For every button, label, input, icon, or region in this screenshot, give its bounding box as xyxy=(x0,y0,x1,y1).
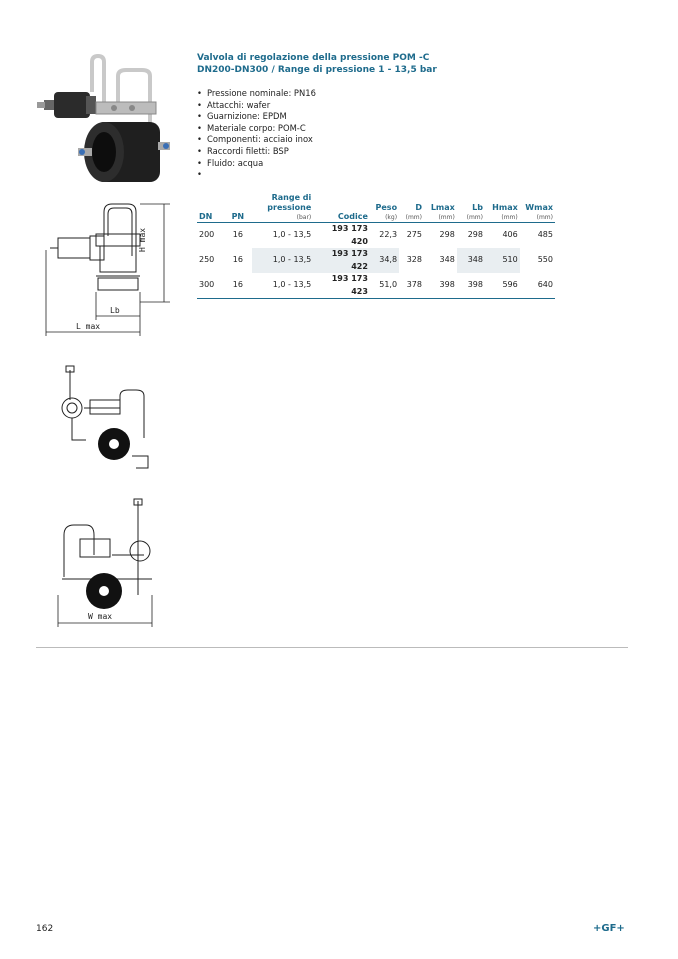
feature-item: • Raccordi filetti: BSP xyxy=(197,146,316,158)
spec-table xyxy=(197,193,555,299)
peso-header: Peso xyxy=(375,203,398,212)
cell-peso: 34,8 xyxy=(370,248,399,273)
table-row xyxy=(197,273,555,299)
cell-lmax: 348 xyxy=(439,255,455,265)
cell-codice: 193 173 420 xyxy=(331,224,368,246)
cell-d: 378 xyxy=(406,280,422,290)
product-title xyxy=(197,52,637,76)
col-hmax xyxy=(485,193,520,223)
feature-item: • Pressione nominale: PN16 xyxy=(197,88,316,100)
cell-wmax: 550 xyxy=(537,255,553,265)
col-pn: PN xyxy=(231,212,245,221)
d-unit: (mm) xyxy=(405,214,422,221)
cell-wmax: 485 xyxy=(537,230,553,240)
cell-range: 1,0 - 13,5 xyxy=(252,248,313,273)
cell-dn: 300 xyxy=(199,280,215,290)
l-max-label: L max xyxy=(76,322,101,331)
lb-header: Lb xyxy=(472,203,483,212)
cell-lmax: 398 xyxy=(439,280,455,290)
range-header-line2: pressione xyxy=(267,203,312,212)
cell-codice: 193 173 423 xyxy=(331,274,368,296)
cell-peso: 51,0 xyxy=(379,280,398,290)
cell-lmax: 298 xyxy=(439,230,455,240)
peso-unit: (kg) xyxy=(385,214,398,221)
cell-hmax: 406 xyxy=(502,230,518,240)
col-dn: DN xyxy=(199,212,213,221)
feature-item: • Attacchi: wafer xyxy=(197,100,316,112)
cell-lb: 348 xyxy=(457,248,485,273)
brand-logo: +GF+ xyxy=(593,923,625,934)
cell-range: 1,0 - 13,5 xyxy=(272,230,312,240)
col-range xyxy=(252,193,313,223)
table-row xyxy=(197,248,555,273)
h-max-label: H max xyxy=(138,227,147,252)
hmax-unit: (mm) xyxy=(501,214,518,221)
wmax-header: Wmax xyxy=(525,203,553,212)
cell-range: 1,0 - 13,5 xyxy=(272,280,312,290)
col-d xyxy=(399,193,424,223)
lmax-unit: (mm) xyxy=(438,214,455,221)
feature-item: • Componenti: acciaio inox xyxy=(197,134,316,146)
feature-item: • Materiale corpo: POM-C xyxy=(197,123,316,135)
product-photo xyxy=(34,52,184,192)
cell-lb: 398 xyxy=(467,280,483,290)
table-row xyxy=(197,223,555,249)
cell-hmax: 596 xyxy=(502,280,518,290)
col-peso xyxy=(370,193,399,223)
range-header-line1: Range di xyxy=(271,193,312,202)
lb-unit: (mm) xyxy=(466,214,483,221)
feature-item xyxy=(197,169,316,181)
side-view-drawing xyxy=(36,196,176,346)
cell-hmax: 510 xyxy=(485,248,520,273)
feature-list xyxy=(197,88,316,181)
cell-lb: 298 xyxy=(467,230,483,240)
cell-dn: 250 xyxy=(199,255,215,265)
col-lmax xyxy=(424,193,457,223)
section-divider xyxy=(36,647,628,648)
feature-item: • Guarnizione: EPDM xyxy=(197,111,316,123)
col-wmax xyxy=(520,193,555,223)
lb-label: Lb xyxy=(110,306,120,315)
cell-peso: 22,3 xyxy=(379,230,398,240)
cell-pn: 16 xyxy=(232,230,243,240)
cell-dn: 200 xyxy=(199,230,215,240)
col-lb xyxy=(457,193,485,223)
cell-codice: 193 173 422 xyxy=(313,248,370,273)
wmax-unit: (mm) xyxy=(536,214,553,221)
cell-pn: 16 xyxy=(232,255,243,265)
col-codice: Codice xyxy=(337,212,368,221)
page-number: 162 xyxy=(36,924,54,934)
feature-item: • Fluido: acqua xyxy=(197,158,316,170)
title-line-2: DN200-DN300 / Range di pressione 1 - 13,5 bar xyxy=(197,65,437,75)
front-view-drawing xyxy=(50,360,160,480)
hmax-header: Hmax xyxy=(492,203,518,212)
cell-wmax: 640 xyxy=(537,280,553,290)
d-header: D xyxy=(415,203,422,212)
cell-pn: 16 xyxy=(232,280,243,290)
range-unit: (bar) xyxy=(296,214,312,221)
title-line-1: Valvola di regolazione della pressione POM -C xyxy=(197,53,430,63)
cell-d: 275 xyxy=(406,230,422,240)
w-max-label: W max xyxy=(88,612,113,621)
lmax-header: Lmax xyxy=(430,203,455,212)
table-header-row xyxy=(197,193,555,223)
cell-d: 328 xyxy=(406,255,422,265)
